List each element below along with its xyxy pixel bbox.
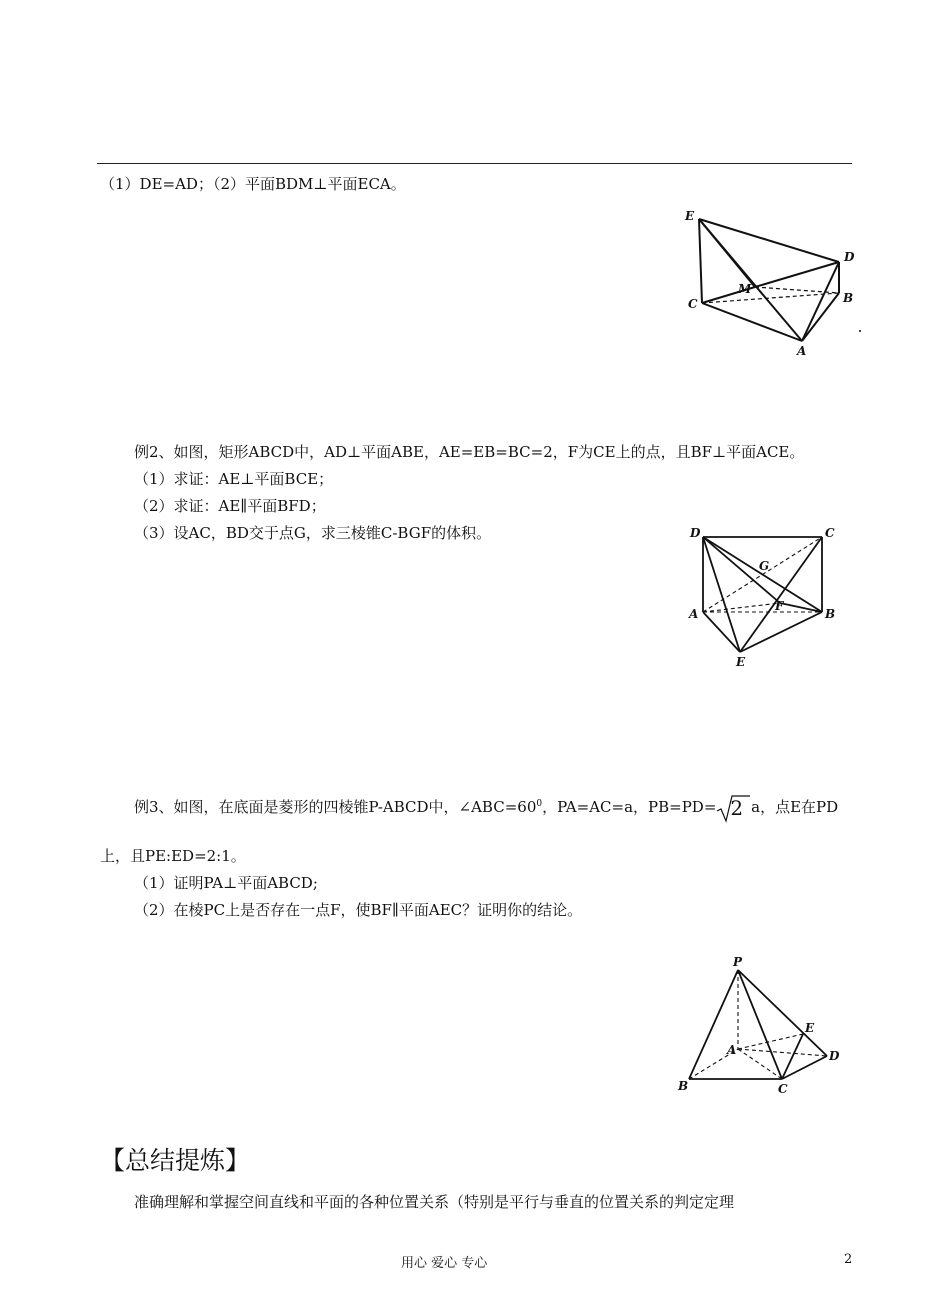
fig1-label-B: B [843, 291, 854, 305]
fig2-label-A: A [689, 607, 699, 621]
summary-heading: 【总结提炼】 [100, 1146, 251, 1175]
fig2-label-E: E [736, 655, 746, 669]
fig2-label-D: D [690, 526, 701, 540]
page-number: 2 [844, 1252, 853, 1267]
fig3-label-E: E [805, 1021, 815, 1035]
footer-motto: 用心 爱心 专心 [401, 1256, 488, 1271]
example2-stem: 例2、如图，矩形ABCD中，AD⊥平面ABE，AE=EB=BC=2，F为CE上的点，且BF⊥平面ACE。 [134, 443, 805, 461]
example3-stem-continued: 上，且PE:ED=2:1。 [100, 847, 246, 865]
fig2-label-B: B [825, 607, 836, 621]
example2-q2: （2）求证：AE∥平面BFD； [134, 497, 326, 515]
example3-q2: （2）在棱PC上是否存在一点F，使BF∥平面AEC？证明你的结论。 [134, 901, 583, 919]
fig2-label-C: C [825, 526, 835, 540]
fig3-label-C: C [778, 1082, 788, 1096]
example3-q1: （1）证明PA⊥平面ABCD; [134, 874, 318, 892]
summary-text: 准确理解和掌握空间直线和平面的各种位置关系（特别是平行与垂直的位置关系的判定定理 [134, 1193, 735, 1211]
fig1-label-C: C [688, 297, 698, 311]
fig2-label-F: F [775, 599, 784, 613]
example2-q3: （3）设AC，BD交于点G，求三棱锥C-BGF的体积。 [134, 524, 492, 542]
sqrt-symbol: 2 [716, 798, 743, 818]
header-rule [97, 163, 852, 164]
example2-q1: （1）求证：AE⊥平面BCE； [134, 470, 334, 488]
fig3-label-P: P [733, 955, 743, 969]
fig1-label-A: A [797, 344, 807, 358]
fig2-label-G: G [759, 559, 770, 573]
figure-example3 [672, 952, 842, 1100]
fig3-label-D: D [829, 1049, 840, 1063]
fig1-label-E: E [685, 209, 695, 223]
figure-example1 [682, 205, 867, 360]
figure-example2 [682, 520, 842, 670]
example3-stem: 例3、如图，在底面是菱形的四棱锥P-ABCD中，$\angle ABC=60^0$，PA=AC=a，PB=PD= 2 a，点E在PD [134, 796, 839, 820]
example1-conclusion: （1）DE=AD；（2）平面BDM⊥平面ECA。 [100, 175, 406, 193]
fig1-label-M: M [738, 282, 752, 296]
fig3-label-B: B [678, 1079, 689, 1093]
fig3-label-A: A [727, 1043, 737, 1057]
fig1-label-D: D [844, 250, 855, 264]
